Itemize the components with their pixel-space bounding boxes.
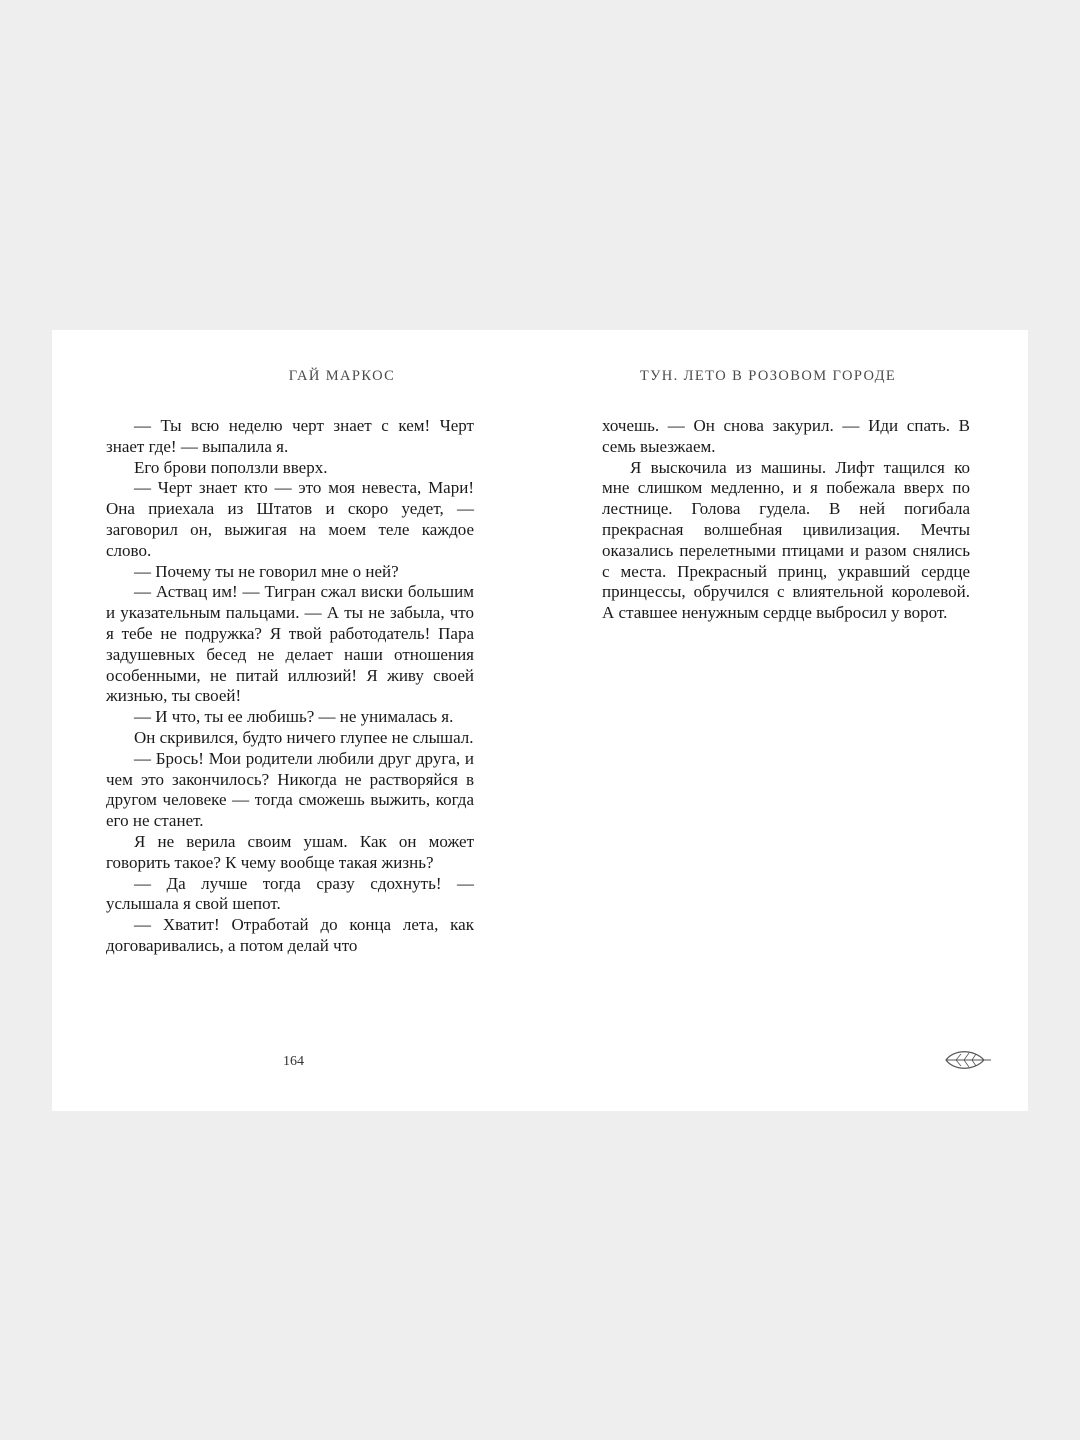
paragraph: Он скривился, будто ничего глупее не слышал. xyxy=(134,727,474,747)
book-spread xyxy=(52,330,1028,1111)
paragraph: — Хватит! Отработай до конца лета, как договаривались, а потом делай что xyxy=(106,915,474,955)
paragraph: — Брось! Мои родители любили друг друга, и чем это закончилось? Никогда не растворяйся в другом человеке — тогда сможешь выжить, когда его не станет. xyxy=(106,748,474,831)
page-number: 164 xyxy=(283,1054,304,1069)
paragraph: — Ты всю неделю черт знает с кем! Черт знает где! — выпалила я. xyxy=(106,416,474,456)
left-page-text xyxy=(106,416,474,957)
paragraph: — Черт знает кто — это моя невеста, Мари! Она приехала из Штатов и скоро уедет, — заговорил он, выжигая на моем теле каждое слово. xyxy=(106,478,474,560)
paragraph: — И что, ты ее любишь? — не унималась я. xyxy=(134,707,454,727)
leaf-icon xyxy=(944,1048,992,1072)
paragraph: Я не верила своим ушам. Как он может говорить такое? К чему вообще такая жизнь? xyxy=(106,831,474,872)
paragraph: Я выскочила из машины. Лифт тащился ко мне слишком медленно, и я побежала вверх по лестнице. Голова гудела. В ней погибала прекрасная волшебная цивилизация. Мечты оказались перелетными птицами и разом снялись с места. Прекрасный принц, укравший сердце принцессы, обручился с влиятельной королевой. А ставшее ненужным сердце выбросил у ворот. xyxy=(602,457,970,623)
paragraph: — Аствац им! — Тигран сжал виски большим и указательным пальцами. — А ты не забыла, что я тебе не подружка? Я твой работодатель! Пара задушевных бесед не делает наши отношения особенными, не питай иллюзий! Я живу своей жизнью, ты своей! xyxy=(106,582,474,706)
right-page-text xyxy=(602,416,970,624)
paragraph-continued: хочешь. — Он снова закурил. — Иди спать. В семь выезжаем. xyxy=(602,416,970,456)
paragraph: — Почему ты не говорил мне о ней? xyxy=(134,561,399,581)
running-head-right: ТУН. ЛЕТО В РОЗОВОМ ГОРОДЕ xyxy=(639,368,897,384)
paragraph: Его брови поползли вверх. xyxy=(134,457,328,477)
paragraph: — Да лучше тогда сразу сдохнуть! — услышала я свой шепот. xyxy=(106,873,474,914)
running-head-left: ГАЙ МАРКОС xyxy=(288,368,396,384)
